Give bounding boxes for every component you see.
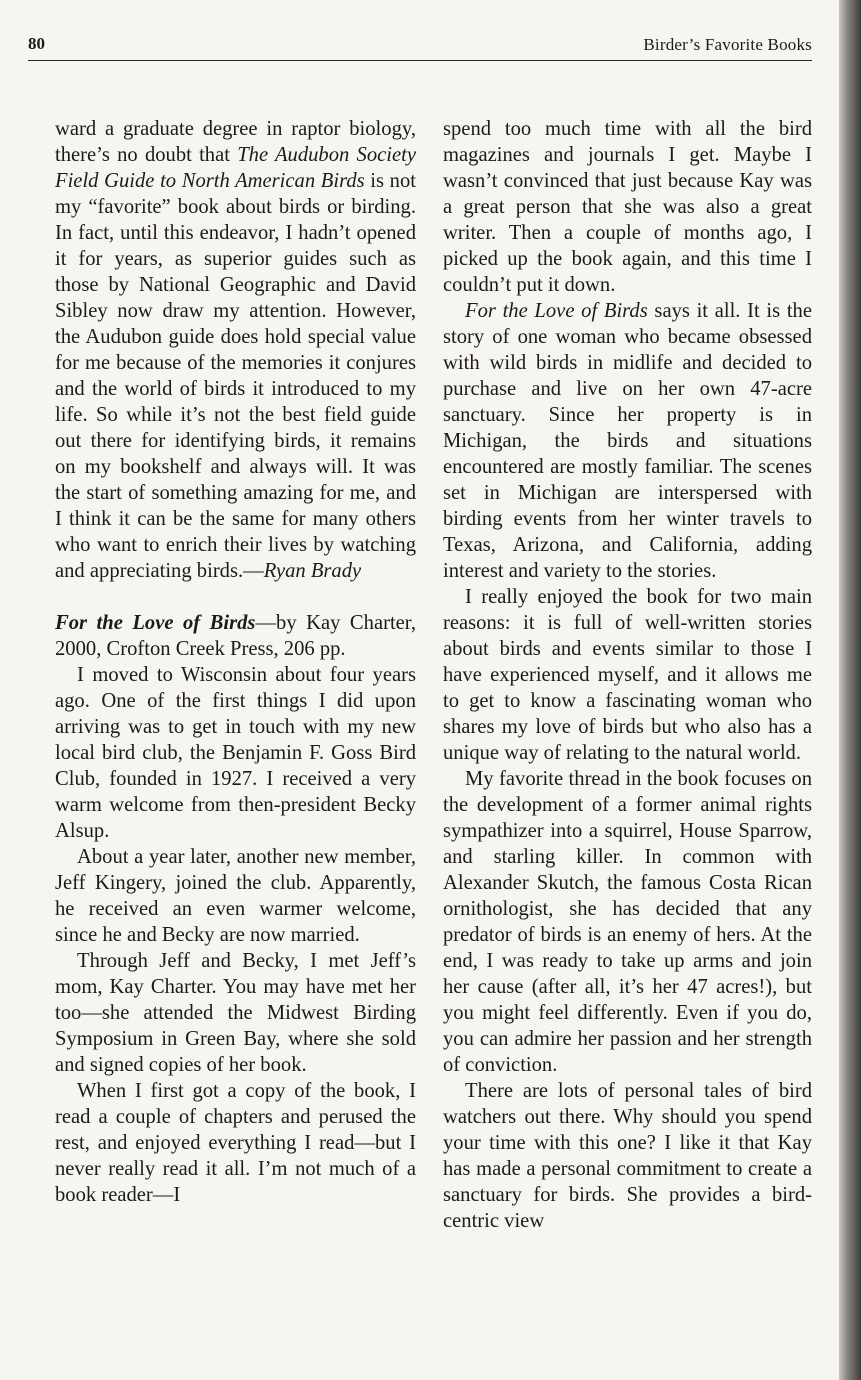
book-entry-heading: [55, 610, 416, 662]
paragraph: There are lots of personal tales of bird watchers out there. Why should you spend your time with this one? I like it that Kay has made a personal commitment to create a sanctuary for birds. She provides a bird-centric view: [443, 1080, 812, 1232]
page-header: [28, 34, 812, 61]
book-entry-details: —by Kay Charter, 2000, Crofton Creek Press, 206 pp.: [55, 612, 416, 660]
paragraph: I moved to Wisconsin about four years ago. One of the first things I did upon arriving was to get in touch with my new local bird club, the Benjamin F. Goss Bird Club, founded in 1927. I received a very warm welcome from then-president Becky Alsup.: [55, 664, 416, 842]
paragraph-text: is not my “favorite” book about birds or birding. In fact, until this endeavor, I hadn’t opened it for years, as superior guides such as those by National Geographic and David Sibley now draw my attention. However, the Audubon guide does hold special value for me because of the memories it conjures and the world of birds it introduced to my life. So while it’s not the best field guide out there for identifying birds, it remains on my bookshelf and always will. It was the start of something amazing for me, and I think it can be the same for many others who want to enrich their lives by watching and appreciating birds.—: [55, 170, 416, 582]
paragraph: [55, 116, 416, 584]
paragraph: I really enjoyed the book for two main reasons: it is full of well-written stories about birds and events similar to those I have experienced myself, and it allows me to get to know a fascinating woman who shares my love of birds but who also has a unique way of relating to the natural world.: [443, 586, 812, 764]
paragraph-text: says it all. It is the story of one woman who became obsessed with wild birds in midlife and decided to purchase and live on her own 47-acre sanctuary. Since her property is in Michigan, the birds and situations encountered are mostly familiar. The scenes set in Michigan are interspersed with birding events from her winter travels to Texas, Arizona, and California, adding interest and variety to the stories.: [443, 300, 812, 582]
paragraph-text: ward a graduate degree in raptor biology, there’s no doubt that: [55, 118, 416, 166]
review-author: Ryan Brady: [263, 560, 362, 582]
paragraph: spend too much time with all the bird magazines and journals I get. Maybe I wasn’t convinced that just because Kay was a great person that she was also a great writer. Then a couple of months ago, I picked up the book again, and this time I couldn’t put it down.: [443, 118, 812, 296]
right-column: [443, 116, 812, 1234]
paragraph: Through Jeff and Becky, I met Jeff’s mom, Kay Charter. You may have met her too—she attended the Midwest Birding Symposium in Green Bay, where she sold and signed copies of her book.: [55, 950, 416, 1076]
paragraph: When I first got a copy of the book, I read a couple of chapters and perused the rest, and enjoyed everything I read—but I never really read it all. I’m not much of a book reader—I: [55, 1080, 416, 1206]
left-column: [55, 116, 416, 1208]
paragraph: About a year later, another new member, Jeff Kingery, joined the club. Apparently, he received an even warmer welcome, since he and Becky are now married.: [55, 846, 416, 946]
book-title: The Audubon Society Field Guide to North American Birds: [55, 144, 416, 192]
page-number: 80: [28, 34, 45, 53]
running-title: Birder’s Favorite Books: [643, 35, 812, 54]
page-edge-shadow: [839, 0, 861, 1380]
book-title: For the Love of Birds: [465, 300, 648, 322]
book-entry-title: For the Love of Birds: [55, 612, 256, 634]
paragraph: [443, 298, 812, 584]
paragraph: My favorite thread in the book focuses on the development of a former animal rights sympathizer into a squirrel, House Sparrow, and starling killer. In common with Alexander Skutch, the famous Costa Rican ornithologist, she has decided that any predator of birds is an enemy of hers. At the end, I was ready to take up arms and join her cause (after all, it’s her 47 acres!), but you might feel differently. Even if you do, you can admire her passion and her strength of conviction.: [443, 768, 812, 1076]
